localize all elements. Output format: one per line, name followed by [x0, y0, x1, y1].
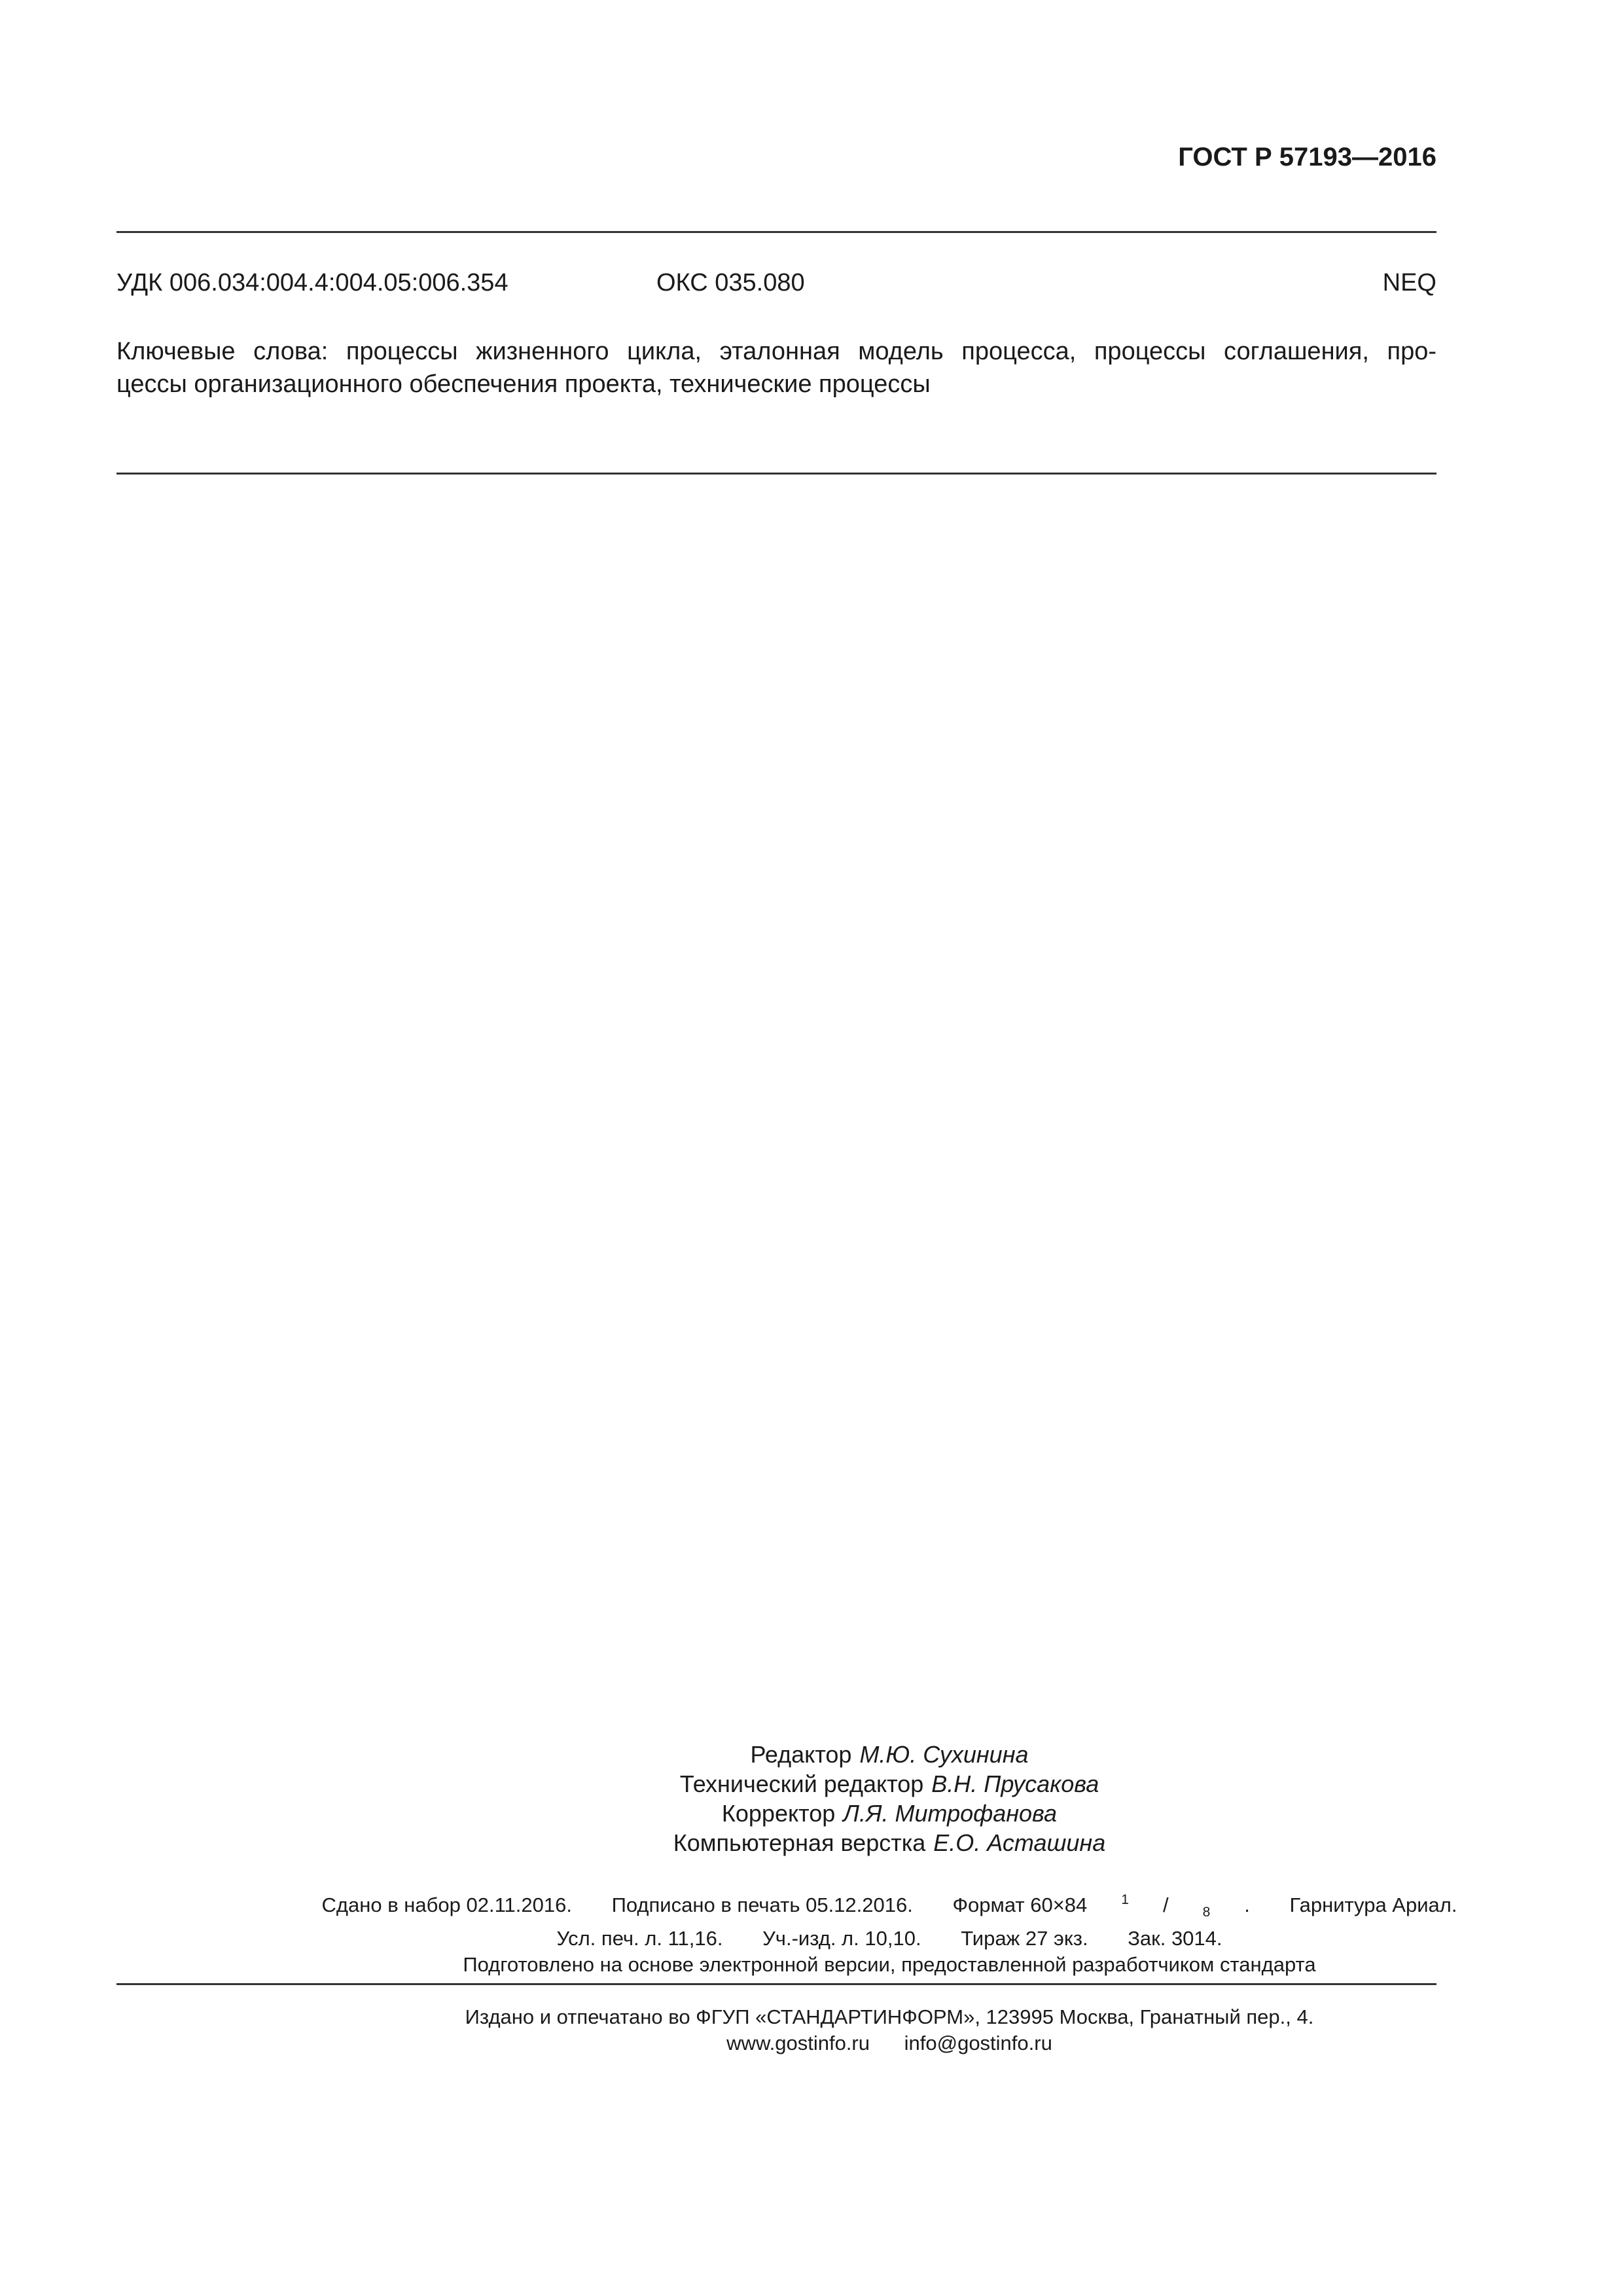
credit-technical-editor — [156, 1769, 1623, 1799]
imprint-format — [952, 1892, 1250, 1920]
credit-name: М.Ю. Сухинина — [859, 1741, 1029, 1768]
credit-role: Технический редактор — [679, 1770, 924, 1797]
imprint-block — [0, 1887, 1623, 1978]
imprint-row-3 — [156, 1952, 1623, 1978]
credit-role: Редактор — [750, 1741, 852, 1768]
imprint-run: Тираж 27 экз. — [961, 1927, 1088, 1950]
credit-proofreader — [156, 1799, 1623, 1828]
imprint-prepared: Подготовлено на основе электронной версии, предоставленной разработчиком стандарта — [463, 1953, 1316, 1976]
imprint-signed: Подписано в печать 05.12.2016. — [611, 1893, 913, 1916]
document-code: ГОСТ Р 57193—2016 — [1178, 143, 1436, 171]
credit-name: Е.О. Асташина — [933, 1829, 1106, 1856]
imprint-edit-sheets: Уч.-изд. л. 10,10. — [762, 1927, 921, 1950]
imprint-row-2 — [156, 1926, 1623, 1952]
imprint-print-sheets: Усл. печ. л. 11,16. — [556, 1927, 723, 1950]
imprint-typeface: Гарнитура Ариал. — [1289, 1893, 1457, 1916]
credits-block — [0, 1740, 1623, 1857]
format-denominator: 8 — [1202, 1905, 1211, 1920]
publisher-row-1 — [156, 2004, 1623, 2030]
format-suffix: . — [1244, 1893, 1250, 1916]
credit-role: Корректор — [721, 1800, 836, 1827]
format-prefix: Формат 60×84 — [952, 1893, 1088, 1916]
format-slash: / — [1162, 1893, 1169, 1916]
top-divider — [116, 231, 1436, 233]
imprint-order: Зак. 3014. — [1128, 1927, 1222, 1950]
publisher-row-2 — [156, 2030, 1623, 2056]
keywords-line-2: цессы организационного обеспечения проекта, технические процессы — [116, 370, 931, 398]
publisher-line: Издано и отпечатано во ФГУП «СТАНДАРТИНФОРМ», 123995 Москва, Гранатный пер., 4. — [465, 2005, 1314, 2028]
format-numerator: 1 — [1121, 1892, 1129, 1907]
credit-role: Компьютерная верстка — [673, 1829, 926, 1856]
bottom-divider — [116, 1983, 1436, 1985]
publisher-website: www.gostinfo.ru — [726, 2032, 870, 2054]
keywords-line-1: Ключевые слова: процессы жизненного цикла, эталонная модель процесса, процессы соглашения, про- — [116, 338, 1436, 365]
credit-name: Л.Я. Митрофанова — [843, 1800, 1058, 1827]
middle-divider — [116, 473, 1436, 475]
imprint-row-1 — [156, 1887, 1623, 1926]
credit-name: В.Н. Прусакова — [931, 1770, 1099, 1797]
imprint-submitted: Сдано в набор 02.11.2016. — [321, 1893, 572, 1916]
credit-editor — [156, 1740, 1623, 1769]
udk-code: УДК 006.034:004.4:004.05:006.354 — [116, 269, 508, 296]
keywords-block — [116, 335, 1436, 401]
publisher-block — [0, 2004, 1623, 2056]
oks-code: ОКС 035.080 — [656, 269, 805, 296]
credit-layout — [156, 1828, 1623, 1857]
publisher-email: info@gostinfo.ru — [904, 2032, 1052, 2054]
neq-label: NEQ — [1382, 269, 1436, 296]
